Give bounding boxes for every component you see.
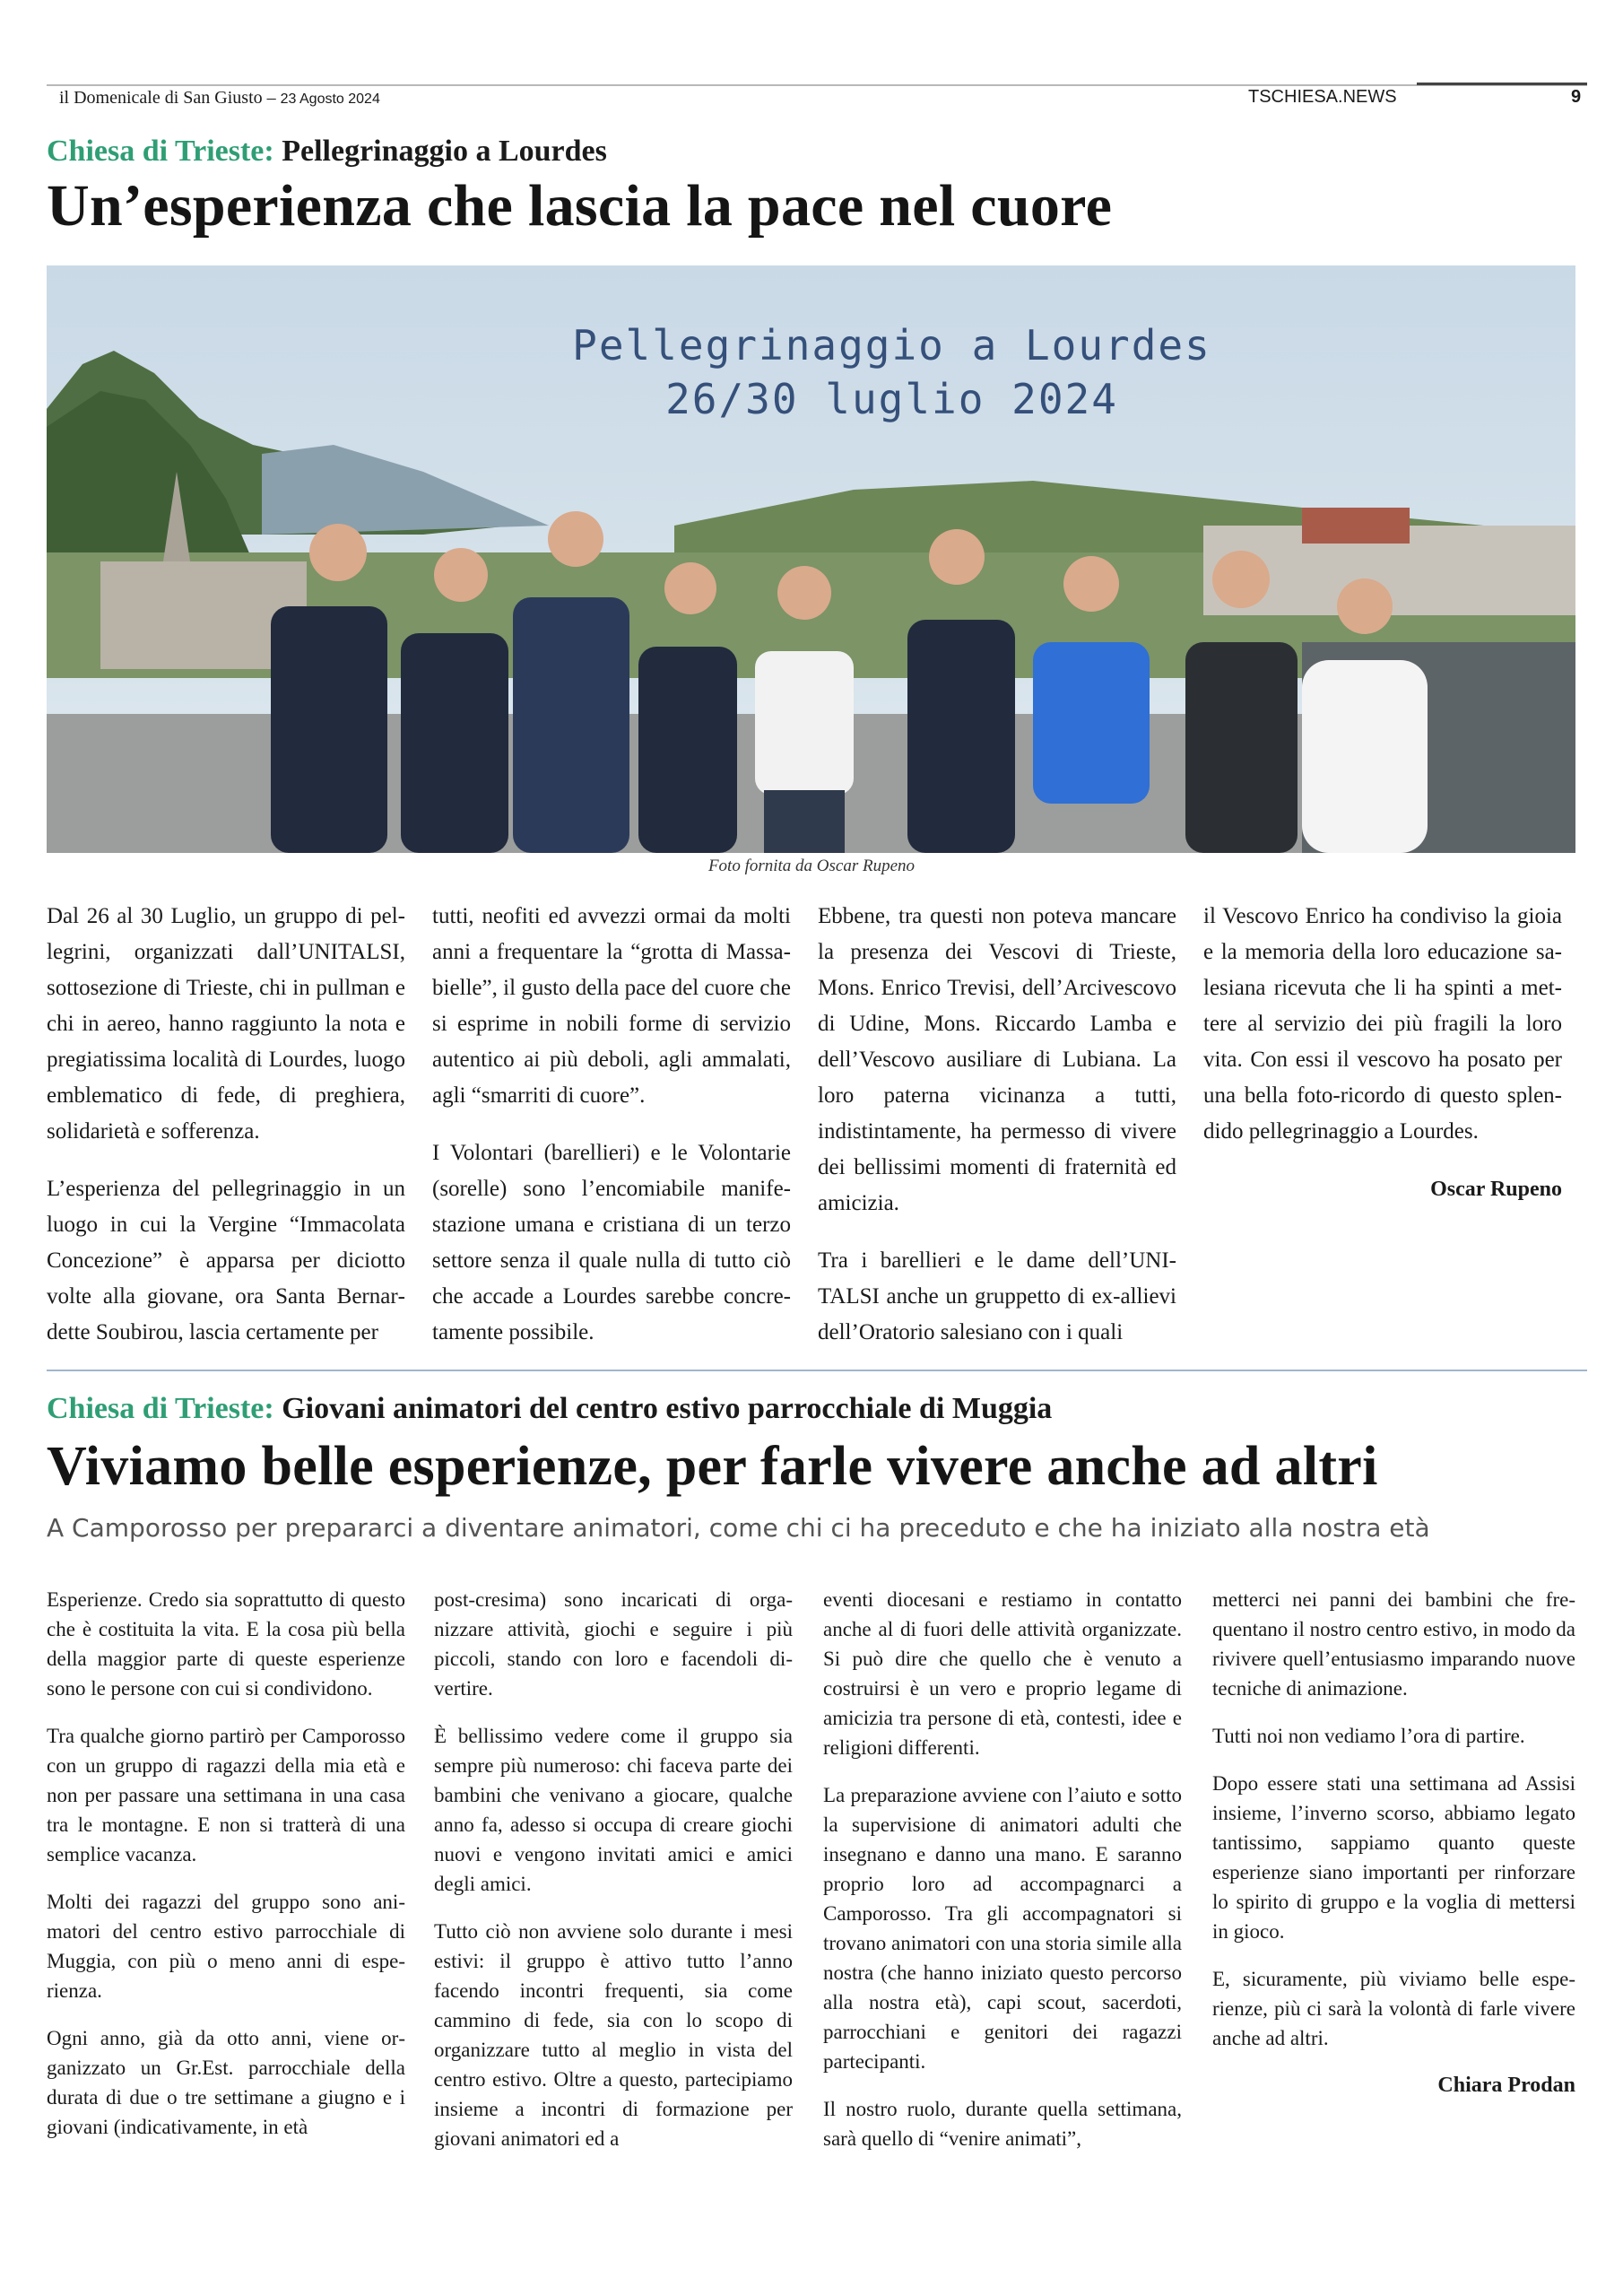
article2-paragraph: Tutto ciò non avviene solo durante i mesi estivi: il gruppo è attivo tutto l’anno facendo incontri frequenti, sia come cammino di fede, sia con lo scopo di organizzare tutto al meglio in vista del centro estivo. Oltre a questo, partecipiamo insieme a incontri di formazione per giovani animatori ed a (434, 1920, 793, 2150)
header-dash: – (262, 88, 281, 108)
article2-subtitle: A Camporosso per prepararci a diventare animatori, come chi ci ha preceduto e che ha iniziato alla nostra età (47, 1513, 1430, 1543)
article2-paragraph: Ogni anno, già da otto anni, viene organizzato un Gr.Est. parrocchiale della durata di due o tre settimane a giugno e i giovani (indicativamente, in età (47, 2027, 405, 2138)
publication-name: il Domenicale di San Giusto (59, 88, 263, 108)
article2-section: Chiesa di Trieste: (47, 1392, 274, 1425)
header-rule-accent (1417, 83, 1587, 85)
article2-kicker (47, 1392, 1052, 1426)
article2-paragraph: post-cresima) sono incaricati di organizzare attività, giochi e seguire i più piccoli, stando con loro e facendoli divertire. (434, 1588, 793, 1700)
article1-headline: Un’esperienza che lascia la pace nel cuore (47, 173, 1113, 239)
article1-paragraph: Tra i barellieri e le dame dell’UNITALSI anche un gruppetto di ex-allievi dell’Oratorio salesiano con i quali (818, 1248, 1176, 1344)
article2-paragraph: metterci nei panni dei bambini che frequentano il nostro centro estivo, in modo da rivivere quell’entusiasmo imparando nuove tecniche di animazione. (1212, 1588, 1575, 1700)
article1-paragraph: il Vescovo Enrico ha condiviso la gioia e la memoria della loro educazione salesiana ricevuta che li ha spinti a mettere al servizio dei più fragili la loro vita. Con essi il vescovo ha posato per una bella foto-ricordo di questo splendido pellegrinaggio a Lourdes. (1203, 904, 1562, 1144)
header-rule (47, 84, 1587, 86)
photo-banner-line2: 26/30 luglio 2024 (665, 375, 1118, 423)
article1-kicker (47, 135, 607, 169)
article2-headline: Viviamo belle esperienze, per farle vivere anche ad altri (47, 1436, 1378, 1497)
group-photo (47, 265, 1575, 853)
article1-column-3 (818, 899, 1176, 1372)
article1-paragraph: L’esperienza del pellegrinaggio in un luogo in cui la Vergine “Immacolata Concezione” è apparsa per diciotto volte alla giovane, ora Santa Bernardette Soubirou, lascia certamente per (47, 1177, 405, 1344)
article1-column-4 (1203, 899, 1562, 1207)
site-link[interactable]: TSCHIESA.NEWS (1248, 87, 1397, 107)
article2-topic: Giovani animatori del centro estivo parrocchiale di Muggia (282, 1392, 1053, 1425)
article-divider (47, 1370, 1587, 1371)
article2-column-3 (823, 1585, 1182, 2171)
article2-paragraph: Tra qualche giorno partirò per Camporosso con un gruppo di ragazzi della mia età e non per passare una settimana in una casa tra le montagne. E non si tratterà di una semplice vacanza. (47, 1725, 405, 1866)
article1-column-2 (432, 899, 791, 1372)
article2-paragraph: È bellissimo vedere come il gruppo sia sempre più numeroso: chi faceva parte dei bambini che venivano a giocare, qualche anno fa, adesso si occupa di creare giochi nuovi e vengono invitati amici e amici degli amici. (434, 1725, 793, 1895)
article2-paragraph: La preparazione avviene con l’aiuto e sotto la supervisione di animatori adulti che insegnano e danno una mano. E saranno proprio loro ad accompagnarci a Camporosso. Tra gli accompagnatori si trovano animatori con una storia simile alla nostra (che hanno iniziato questo percorso alla nostra età), capi scout, sacerdoti, parrocchiani e genitori dei ragazzi partecipanti. (823, 1784, 1182, 2073)
article2-signature: Chiara Prodan (1437, 2074, 1575, 2097)
article2-paragraph: Tutti noi non vediamo l’ora di partire. (1212, 1725, 1525, 1747)
article2-paragraph: Il nostro ruolo, durante quella settimana, sarà quello di “venire animati”, (823, 2098, 1182, 2150)
article2-paragraph: Molti dei ragazzi del gruppo sono animatori del centro estivo parrocchiale di Muggia, con più o meno anni di esperienza. (47, 1891, 405, 2002)
article2-paragraph: E, sicuramente, più viviamo belle esperienze, più ci sarà la volontà di farle vivere anche ad altri. (1212, 1968, 1575, 2049)
article2-column-2 (434, 1585, 793, 2171)
article2-paragraph: eventi diocesani e restiamo in contatto anche al di fuori delle attività organizzate. Si può dire che quello che è venuto a costruirsi è un vero e proprio legame di amicizia tra persone di età, contesti, idee e religioni differenti. (823, 1588, 1182, 1759)
article1-topic: Pellegrinaggio a Lourdes (282, 135, 607, 168)
article2-paragraph: Dopo essere stati una settimana ad Assisi insieme, l’inverno scorso, abbiamo legato tantissimo, sappiamo quanto queste esperienze siano importanti per rinforzare lo spirito di gruppo e la voglia di mettersi in gioco. (1212, 1772, 1575, 1943)
article1-paragraph: Ebbene, tra questi non poteva mancare la presenza dei Vescovi di Trieste, Mons. Enrico Trevisi, dell’Arcivescovo di Udine, Mons. Riccardo Lamba e dell’Vescovo ausiliare di Lubiana. La loro paterna vicinanza a tutti, indistintamente, ha permesso di vivere dei bellissimi momenti di fraternità ed amicizia. (818, 904, 1176, 1215)
issue-date: 23 Agosto 2024 (280, 91, 380, 107)
article1-section: Chiesa di Trieste: (47, 135, 274, 168)
article2-column-1 (47, 1585, 405, 2160)
publication-line (59, 88, 380, 109)
page-number: 9 (1571, 87, 1582, 107)
article1-paragraph: I Volontari (barellieri) e le Volontarie (sorelle) sono l’encomiabile manifestazione umana e cristiana di un terzo settore senza il quale nulla di tutto ciò che accade a Lourdes sarebbe concretamente possibile. (432, 1141, 791, 1344)
photo-caption: Foto fornita da Oscar Rupeno (707, 857, 916, 875)
article1-signature: Oscar Rupeno (1430, 1178, 1562, 1201)
article2-column-4 (1212, 1585, 1575, 2100)
article2-paragraph: Esperienze. Credo sia soprattutto di questo che è costituita la vita. E la cosa più bella della maggior parte di queste esperienze sono le persone con cui si condividono. (47, 1588, 405, 1700)
article1-paragraph: Dal 26 al 30 Luglio, un gruppo di pellegrini, organizzati dall’UNITALSI, sottosezione di Trieste, chi in pullman e chi in aereo, hanno raggiunto la nota e pregiatissima località di Lourdes, luogo emblematico di fede, di preghiera, solidarietà e sofferenza. (47, 904, 405, 1144)
article1-column-1 (47, 899, 405, 1372)
article1-paragraph: tutti, neofiti ed avvezzi ormai da molti anni a frequentare la “grotta di Massabielle”, il gusto della pace del cuore che si esprime in nobili forme di servizio autentico ai più deboli, agli ammalati, agli “smarriti di cuore”. (432, 904, 791, 1108)
photo-banner-line1: Pellegrinaggio a Lourdes (572, 321, 1211, 370)
